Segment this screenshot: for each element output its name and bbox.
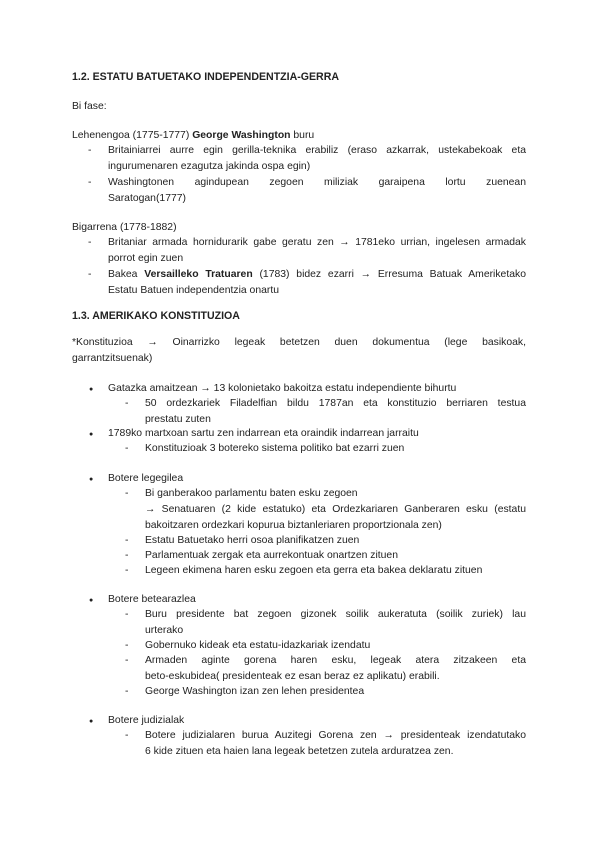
bullet-gatazka-sub-line1: - 50 ordezkariek Filadelfian bildu 1787an eta konstituzio berriaren testua <box>145 399 526 409</box>
phase2-item-2-line1 <box>108 270 526 280</box>
phase2-title: Bigarrena (1778-1882) <box>72 222 177 233</box>
bullet-legegilea: ● Botere legegilea <box>108 474 183 484</box>
judiziala-sub-1b: 6 kide zituen eta haien lana legeak betetzen zutela arduratzea zen. <box>145 746 454 757</box>
phase1-prefix: Lehenengoa (1775-1777) <box>72 130 193 141</box>
definition-line2: garrantzitsuenak) <box>72 353 153 364</box>
definition-line1: *Konstituzioa → Oinarrizko legeak betetzen duen dokumentua (lege basikoak, <box>72 337 526 348</box>
phase2-item-2-prefix: Bakea <box>108 269 145 280</box>
section-heading-1-2: 1.2. ESTATU BATUETAKO INDEPENDENTZIA-GERRA <box>72 71 340 83</box>
bullet-judiziala: ● Botere judizialak <box>108 716 184 726</box>
phase2-item-2-line2: Estatu Batuen independentzia onartu <box>108 285 279 296</box>
betearazlea-sub-3b: beto-eskubidea( presidenteak ez esan beraz ez aplikatu) erabili. <box>145 671 440 682</box>
phase1-bold: George Washington <box>192 130 291 141</box>
legegilea-sub-4: - Legeen ekimena haren esku zegoen eta gerra eta bakea deklaratu zituen <box>145 566 482 576</box>
betearazlea-sub-2: - Gobernuko kideak eta estatu-idazkariak izendatu <box>145 641 370 651</box>
legegilea-sub-1b: → Senatuaren (2 kide estatuko) eta Ordezkariaren Ganberaren esku (estatu <box>145 504 526 515</box>
bullet-gatazka: ● Gatazka amaitzean → 13 kolonietako bakoitza estatu independiente bihurtu <box>108 384 456 394</box>
judiziala-sub-1: - Botere judizialaren burua Auzitegi Gorena zen → presidenteak izendatutako <box>145 731 526 741</box>
legegilea-sub-3: - Parlamentuak zergak eta aurrekontuak onartzen zituen <box>145 551 398 561</box>
legegilea-sub-1c: bakoitzaren ordezkari kopurua biztanleriaren proportzionala zen) <box>145 520 442 531</box>
phase1-item-2-line2: Saratogan(1777) <box>108 193 186 204</box>
phase1-title <box>72 131 314 141</box>
bullet-gatazka-sub-line2: prestatu zuten <box>145 414 211 425</box>
bullet-1789: ● 1789ko martxoan sartu zen indarrean eta oraindik indarrean jarraitu <box>108 429 419 439</box>
bi-fase-label: Bi fase: <box>72 101 107 112</box>
bullet-betearazlea: ● Botere betearazlea <box>108 595 196 605</box>
phase2-item-2-suffix: (1783) bidez ezarri → Erresuma Batuak Ameriketako <box>252 269 526 280</box>
phase2-item-1-line1: - Britaniar armada hornidurarik gabe geratu zen → 1781eko urrian, ingelesen armadak <box>108 238 526 248</box>
betearazlea-sub-1: - Buru presidente bat zegoen gizonek soilik aukeratuta (soilik zuriek) lau <box>145 610 526 620</box>
phase1-item-1-line1: - Britainiarrei aurre egin gerilla-teknika erabiliz (eraso azkarrak, ustekabekoak eta <box>108 146 526 156</box>
phase2-item-2-bold: Versailleko Tratuaren <box>144 269 253 280</box>
section-heading-1-3: 1.3. AMERIKAKO KONSTITUZIOA <box>72 310 240 322</box>
betearazlea-sub-4: - George Washington izan zen lehen presidentea <box>145 687 364 697</box>
phase1-suffix: buru <box>290 130 315 141</box>
phase1-item-2-line1: - Washingtonen agindupean zegoen miliziak garaipena lortu zuenean <box>108 178 526 188</box>
bullet-1789-sub: - Konstituzioak 3 botereko sistema politiko bat ezarri zuen <box>145 444 404 454</box>
betearazlea-sub-1b: urterako <box>145 625 184 636</box>
legegilea-sub-2: - Estatu Batuetako herri osoa planifikatzen zuen <box>145 536 359 546</box>
legegilea-sub-1: - Bi ganberakoo parlamentu baten esku zegoen <box>145 489 358 499</box>
betearazlea-sub-3: - Armaden aginte gorena haren esku, legeak atera zitzakeen eta <box>145 656 526 666</box>
phase2-item-1-line2: porrot egin zuen <box>108 253 184 264</box>
phase1-item-1-line2: ingurumenaren ezagutza jakinda ospa egin) <box>108 161 311 172</box>
